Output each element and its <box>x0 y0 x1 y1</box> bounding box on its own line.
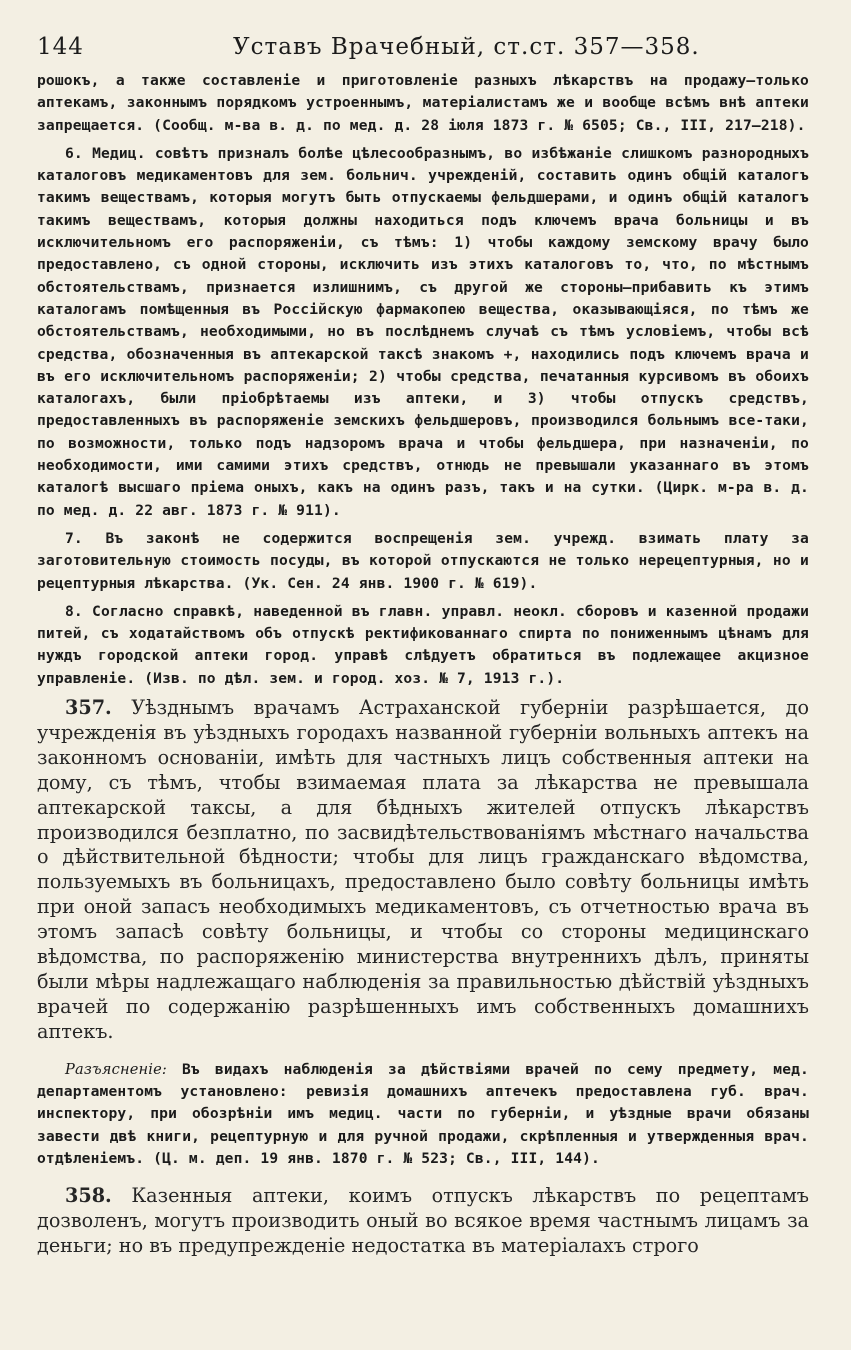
explanation-label: Разъясненіе: <box>65 1060 167 1078</box>
article-358 <box>37 1184 809 1259</box>
explanation <box>37 1059 809 1170</box>
article-358-number: 358. <box>65 1184 112 1208</box>
note-6: 6. Медиц. совѣтъ призналъ болѣе цѣлесообразнымъ, во избѣжаніе слишкомъ разнородныхъ каталоговъ медикаментовъ для зем. больнич. учрежденій, составить одинъ общій каталогъ такимъ веществамъ, которыя могутъ быть отпускаемы фельдшерами, и одинъ общій каталогъ такимъ веществамъ, которыя должны находиться подъ ключемъ врача больницы и въ исключительномъ его распоряженіи, съ тѣмъ: 1) чтобы каждому земскому врачу было предоставлено, съ одной стороны, исключить изъ этихъ каталоговъ то, что, по мѣстнымъ обстоятельствамъ, признается излишнимъ, съ другой же стороны—прибавить къ этимъ каталогамъ помѣщенныя въ Россійскую фармакопею вещества, оказывающіяся, по тѣмъ же обстоятельствамъ, необходимыми, но въ послѣднемъ случаѣ съ тѣмъ условіемъ, чтобы всѣ средства, обозначенныя въ аптекарской таксѣ знакомъ +, находились подъ ключемъ врача и въ его исключительномъ распоряженіи; 2) чтобы средства, печатанныя курсивомъ въ обоихъ каталогахъ, были пріобрѣтаемы изъ аптеки, и 3) чтобы отпускъ средствъ, предоставленныхъ въ распоряженіе земскихъ фельдшеровъ, производился больнымъ все-таки, по возможности, только подъ надзоромъ врача и чтобы фельдшера, при назначеніи, по необходимости, ими самими этихъ средствъ, отнюдь не превышали указаннаго въ этомъ каталогѣ высшаго пріема оныхъ, какъ на одинъ разъ, такъ и на сутки. (Цирк. м-ра в. д. по мед. д. 22 авг. 1873 г. № 911). <box>37 144 809 519</box>
note-8: 8. Согласно справкѣ, наведенной въ главн. управл. неокл. сборовъ и казенной продажи питей, съ ходатайствомъ объ отпускѣ ректификованнаго спирта по пониженнымъ цѣнамъ для нуждъ городской аптеки город. управѣ слѣдуетъ обратиться въ подлежащее акцизное управленіе. (Изв. по дѣл. зем. и город. хоз. № 7, 1913 г.). <box>37 602 809 687</box>
page-number: 144 <box>37 34 84 60</box>
note-continuation: рошокъ, а также составленіе и приготовленіе разныхъ лѣкарствъ на продажу—только аптекамъ, законнымъ порядкомъ устроеннымъ, матеріалистамъ же и вообще всѣмъ внѣ аптеки запрещается. (Сообщ. м-ва в. д. по мед. д. 28 іюля 1873 г. № 6505; Св., III, 217—218). <box>37 72 809 134</box>
running-title: Уставъ Врачебный, ст.ст. 357—358. <box>233 34 700 60</box>
note-7: 7. Въ законѣ не содержится воспрещенія зем. учрежд. взимать плату за заготовительную стоимость посуды, въ которой отпускаются не только нерецептурныя, но и рецептурныя лѣкарства. (Ук. Сен. 24 янв. 1900 г. № 619). <box>37 529 809 592</box>
article-357-text: Уѣзднымъ врачамъ Астраханской губерніи разрѣшается, до учрежденія въ уѣздныхъ городахъ названной губерніи вольныхъ аптекъ на законномъ основаніи, имѣть для частныхъ лицъ собственныя аптеки на дому, съ тѣмъ, чтобы взимаемая плата за лѣкарства не превышала аптекарской таксы, а для бѣдныхъ жителей отпускъ лѣкарствъ производился безплатно, по засвидѣтельствованіямъ мѣстнаго начальства о дѣйствительной бѣдности; чтобы для лицъ гражданскаго вѣдомства, пользуемыхъ въ больницахъ, предоставлено было совѣту больницы имѣть при оной запасъ необходимыхъ медикаментовъ, съ отчетностью врача въ этомъ запасѣ совѣту больницы, и чтобы со стороны медицинскаго вѣдомства, по распоряженію министерства внутреннихъ дѣлъ, приняты были мѣры надлежащаго наблюденія за правильностью дѣйствій уѣздныхъ врачей по содержанію разрѣшенныхъ имъ собственныхъ домашнихъ аптекъ. <box>37 696 809 1043</box>
page-header <box>37 30 809 64</box>
article-357 <box>37 696 809 1045</box>
explanation-text: Въ видахъ наблюденія за дѣйствіями врачей по сему предмету, мед. департаментомъ установлено: ревизія домашнихъ аптечекъ предоставлена губ. врач. инспектору, при обозрѣніи имъ медиц. части по губерніи, и уѣздные врачи обязаны завести двѣ книги, рецептурную и для ручной продажи, скрѣпленныя и утвержденныя врач. отдѣленіемъ. (Ц. м. деп. 19 янв. 1870 г. № 523; Св., III, 144). <box>37 1060 809 1167</box>
article-357-number: 357. <box>65 696 112 720</box>
article-358-text: Казенныя аптеки, коимъ отпускъ лѣкарствъ по рецептамъ дозволенъ, могутъ производить оный во всякое время частнымъ лицамъ за деньги; но въ предупрежденіе недостатка въ матеріалахъ строго <box>37 1184 809 1257</box>
